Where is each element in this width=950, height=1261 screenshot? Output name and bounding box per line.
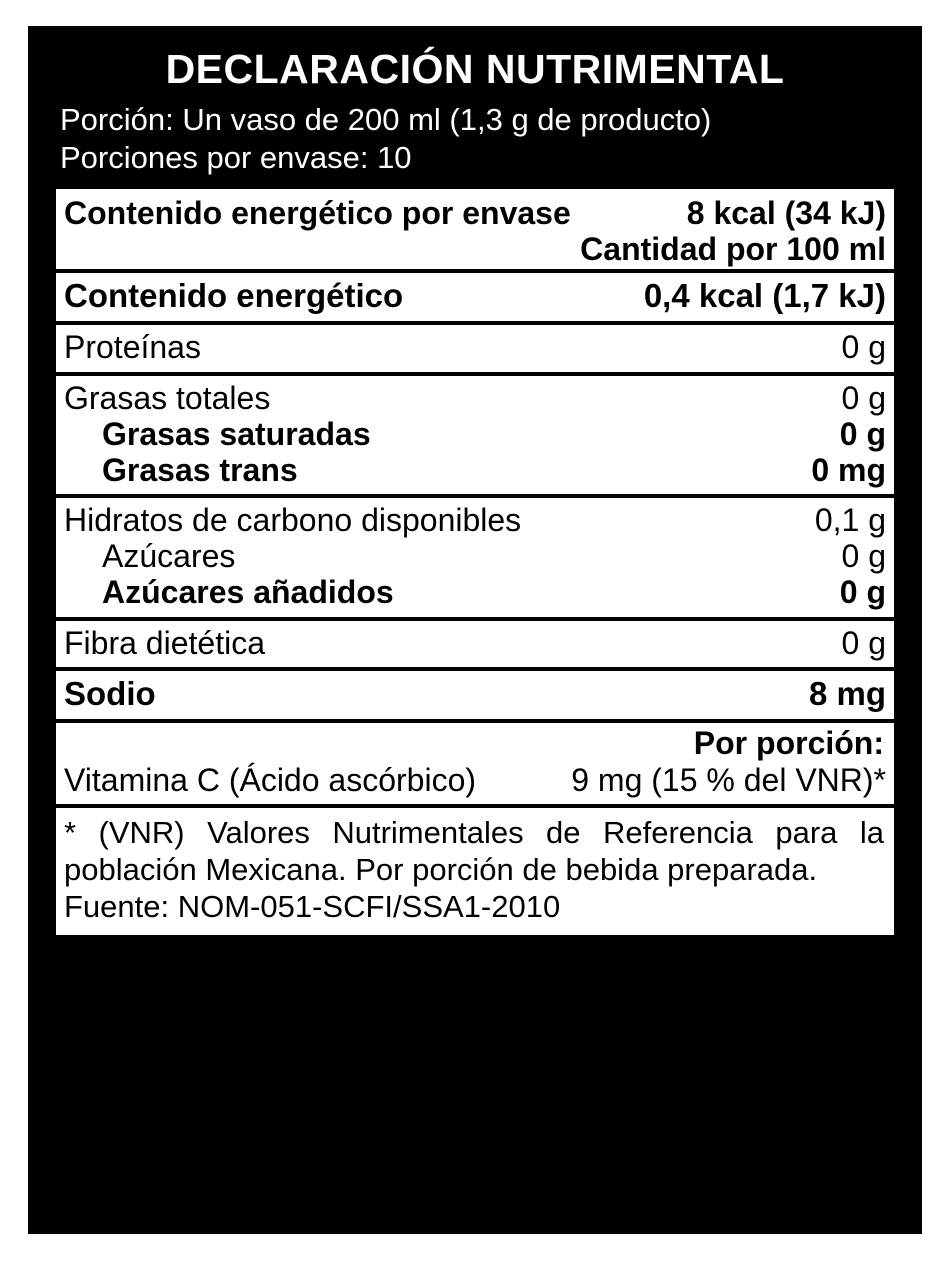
table-row — [56, 667, 894, 719]
row-label-carbohydrates: Hidratos de carbono disponibles — [64, 502, 522, 539]
row-label-protein: Proteínas — [64, 328, 201, 365]
row-value-trans-fat: 0 mg — [811, 451, 886, 488]
row-label-total-fat: Grasas totales — [64, 379, 271, 416]
per-serving-header: Por porción: — [693, 725, 884, 762]
row-value-protein: 0 g — [841, 328, 886, 365]
row-value-saturated-fat: 0 g — [839, 415, 886, 452]
row-value-carbohydrates: 0,1 g — [814, 502, 886, 539]
serving-size-line: Porción: Un vaso de 200 ml (1,3 g de producto) — [60, 102, 712, 138]
row-label-sodium: Sodio — [64, 675, 156, 713]
row-value-fiber: 0 g — [841, 624, 886, 661]
row-value-energy: 0,4 kcal (1,7 kJ) — [643, 276, 886, 314]
table-row — [56, 321, 894, 372]
footnote-section — [56, 804, 894, 936]
table-row — [56, 372, 894, 494]
row-label-saturated-fat: Grasas saturadas — [102, 415, 371, 452]
energy-per-package-label: Contenido energético por envase — [64, 194, 571, 231]
amount-per-100ml-header: Cantidad por 100 ml — [580, 230, 886, 267]
row-label-added-sugars: Azúcares añadidos — [102, 574, 394, 611]
nutrition-label-panel — [28, 26, 922, 1234]
table-row — [56, 189, 894, 269]
vitamin-section — [56, 719, 894, 804]
servings-per-package-line: Porciones por envase: 10 — [60, 139, 412, 175]
energy-per-package-value: 8 kcal (34 kJ) — [686, 194, 886, 231]
nutrition-label-inner — [56, 44, 894, 935]
row-label-vitamin-c: Vitamina C (Ácido ascórbico) — [64, 762, 477, 799]
table-row — [56, 269, 894, 321]
row-value-added-sugars: 0 g — [839, 574, 886, 611]
row-label-trans-fat: Grasas trans — [102, 451, 298, 488]
table-row — [56, 617, 894, 668]
row-value-vitamin-c: 9 mg (15 % del VNR)* — [571, 762, 886, 799]
nutrition-table — [56, 189, 894, 936]
table-row — [56, 494, 894, 616]
row-label-sugars: Azúcares — [102, 538, 236, 575]
row-value-sugars: 0 g — [841, 538, 886, 575]
row-value-total-fat: 0 g — [841, 379, 886, 416]
row-label-energy: Contenido energético — [64, 276, 404, 314]
page-title: DECLARACIÓN NUTRIMENTAL — [165, 46, 785, 92]
footnote-source: Fuente: NOM-051-SCFI/SSA1-2010 — [64, 889, 561, 925]
footnote-text: * (VNR) Valores Nutrimentales de Referencia para la población Mexicana. Por porción de bebida preparada. — [64, 814, 884, 888]
row-label-fiber: Fibra dietética — [64, 624, 265, 661]
row-value-sodium: 8 mg — [808, 675, 886, 713]
